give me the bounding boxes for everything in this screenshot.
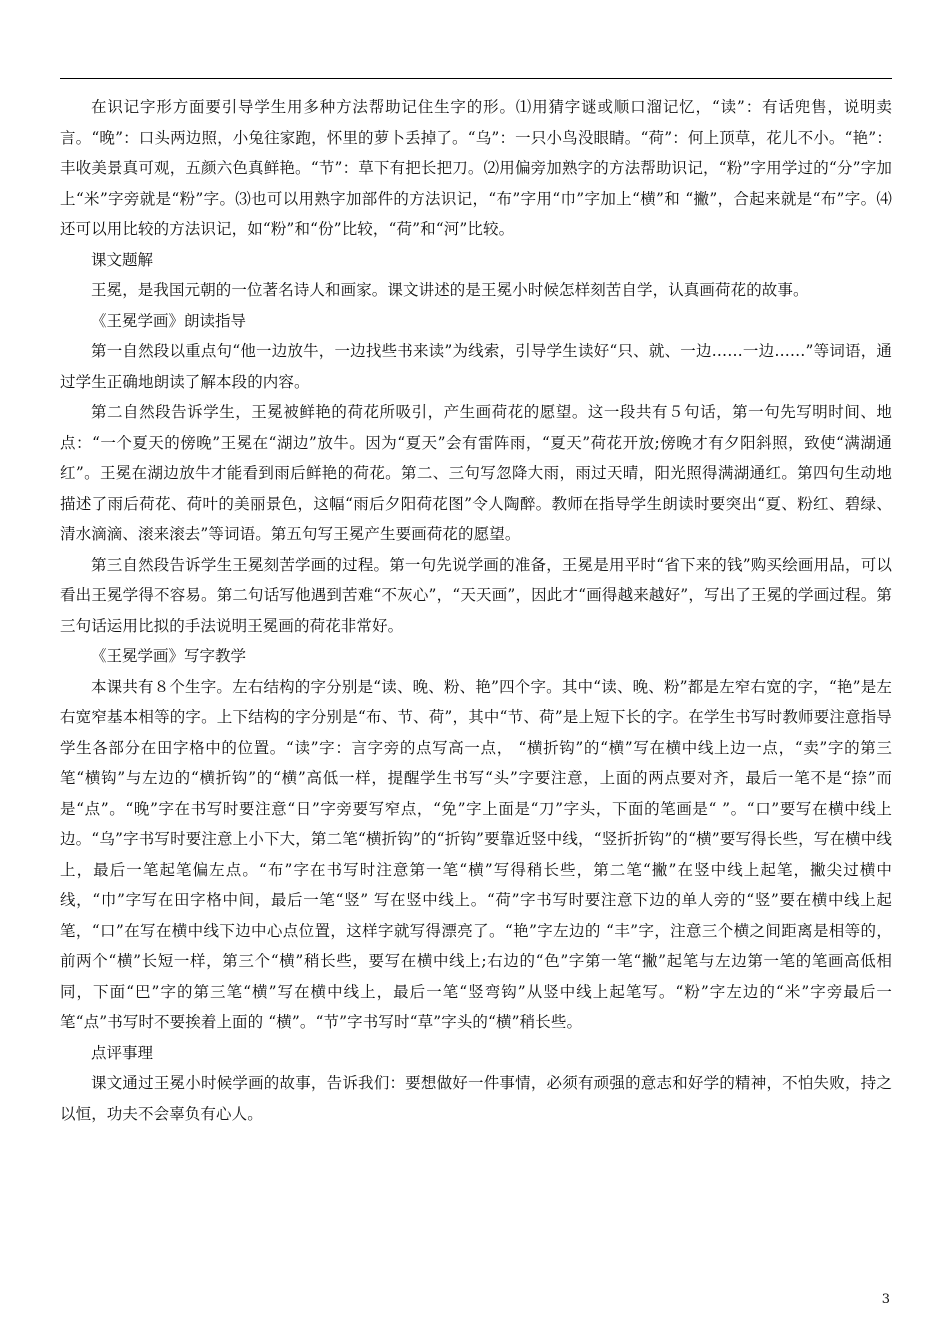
section-heading-reading-guide: 《王冕学画》朗读指导 (91, 311, 247, 330)
section-heading-title-explanation: 课文题解 (91, 250, 154, 269)
section-heading-commentary: 点评事理 (91, 1043, 154, 1062)
paragraph-commentary: 课文通过王冕小时候学画的故事，告诉我们：要想做好一件事情，必须有顽强的意志和好学的精神，不怕失败，持之以恒，功夫不会辜负有心人。 (60, 1074, 892, 1123)
paragraph-reading-second-section: 第二自然段告诉学生，王冕被鲜艳的荷花所吸引，产生画荷花的愿望。这一段共有５句话，第一句先写明时间、地点：“一个夏天的傍晚”王冕在“湖边”放牛。因为“夏天”会有雷阵雨，“夏天”荷花开放;傍晚才有夕阳斜照，致使“满湖通红”。王冕在湖边放牛才能看到雨后鲜艳的荷花。第二、三句写忽降大雨，雨过天晴，阳光照得满湖通红。第四句生动地描述了雨后荷花、荷叶的美丽景色，这幅“雨后夕阳荷花图”令人陶醉。教师在指导学生朗读时要突出“夏、粉红、碧绿、清水滴滴、滚来滚去”等词语。第五句写王冕产生要画荷花的愿望。 (60, 403, 892, 543)
paragraph-reading-third-section: 第三自然段告诉学生王冕刻苦学画的过程。第一句先说学画的准备，王冕是用平时“省下来的钱”购买绘画用品，可以看出王冕学得不容易。第二句话写他遇到苦难“不灰心”，“天天画”，因此才“画得越来越好”，写出了王冕的学画过程。第三句话运用比拟的手法说明王冕画的荷花非常好。 (60, 555, 892, 635)
header-rule (60, 78, 892, 79)
page-number: 3 (881, 1292, 890, 1307)
paragraph-character-memorization: 在识记字形方面要引导学生用多种方法帮助记住生字的形。⑴用猜字谜或顺口溜记忆，“读”：有话兜售，说明卖言。“晚”：口头两边照，小兔往家跑，怀里的萝卜丢掉了。“乌”：一只小鸟没眼睛。“荷”：何上顶草，花儿不小。“艳”：丰收美景真可观，五颜六色真鲜艳。“节”：草下有把长把刀。⑵用偏旁加熟字的方法帮助识记，“粉”字用学过的“分”字加上“米”字旁就是“粉”字。⑶也可以用熟字加部件的方法识记，“布”字用“巾”字加上“横”和 “撇”，合起来就是“布”字。⑷还可以用比较的方法识记，如“粉”和“份”比较，“荷”和“河”比较。 (60, 98, 892, 238)
paragraph-writing-teaching: 本课共有８个生字。左右结构的字分别是“读、晚、粉、艳”四个字。其中“读、晚、粉”都是左窄右宽的字，“艳”是左右宽窄基本相等的字。上下结构的字分别是“布、节、荷”，其中“节、荷”是上短下长的字。在学生书写时教师要注意指导学生各部分在田字格中的位置。“读”字：言字旁的点写高一点， “横折钩”的“横”写在横中线上边一点，“卖”字的第三笔“横钩”与左边的“横折钩”的“横”高低一样，提醒学生书写“头”字要注意，上面的两点要对齐，最后一笔不是“捺”而是“点”。“晚”字在书写时要注意“日”字旁要写窄点，“免”字上面是“刀”字头，下面的笔画是“ ”。“口”要写在横中线上边。“乌”字书写时要注意上小下大，第二笔“横折钩”的“折钩”要靠近竖中线，“竖折折钩”的“横”要写得长些，写在横中线上，最后一笔起笔偏左点。“布”字在书写时注意第一笔“横”写得稍长些，第二笔“撇”在竖中线上起笔，撇尖过横中线，“巾”字写在田字格中间，最后一笔“竖” 写在竖中线上。“荷”字书写时要注意下边的单人旁的“竖”要在横中线上起笔，“口”在写在横中线下边中心点位置，这样字就写得漂亮了。“艳”字左边的 “丰”字，注意三个横之间距离是相等的，前两个“横”长短一样，第三个“横”稍长些，要写在横中线上;右边的“色”字第一笔“撇”起笔与左边第一笔的笔画高低相同，下面“巴”字的第三笔“横”写在横中线上，最后一笔“竖弯钩”从竖中线上起笔写。“粉”字左边的“米”字旁最后一笔“点”书写时不要挨着上面的 “横”。“节”字书写时“草”字头的“横”稍长些。 (60, 677, 892, 1031)
paragraph-reading-first-section: 第一自然段以重点句“他一边放牛，一边找些书来读”为线索，引导学生读好“只、就、一边……一边……”等词语，通过学生正确地朗读了解本段的内容。 (60, 342, 892, 391)
section-heading-writing-teaching: 《王冕学画》写字教学 (91, 647, 247, 665)
document-body (60, 92, 892, 1129)
paragraph-title-explanation: 王冕，是我国元朝的一位著名诗人和画家。课文讲述的是王冕小时候怎样刻苦自学，认真画荷花的故事。 (91, 281, 809, 299)
